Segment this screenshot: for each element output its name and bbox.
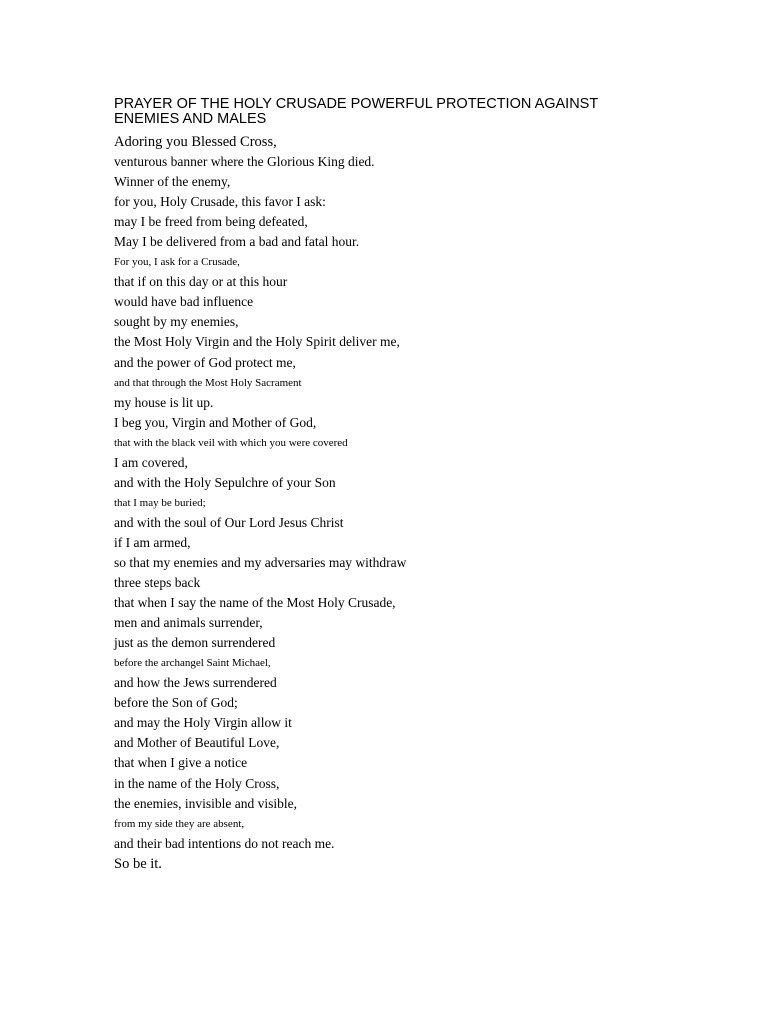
prayer-line: Winner of the enemy, — [114, 174, 231, 190]
prayer-line: I beg you, Virgin and Mother of God, — [114, 414, 317, 430]
prayer-line: and their bad intentions do not reach me. — [114, 835, 335, 851]
prayer-line: and Mother of Beautiful Love, — [114, 735, 280, 751]
document-title: PRAYER OF THE HOLY CRUSADE POWERFUL PROTECTION AGAINST ENEMIES AND MALES — [114, 96, 598, 127]
prayer-line: that when I give a notice — [114, 755, 248, 771]
prayer-line: in the name of the Holy Cross, — [114, 775, 280, 791]
prayer-line: the enemies, invisible and visible, — [114, 795, 297, 811]
prayer-text — [114, 132, 654, 874]
prayer-line: I am covered, — [114, 454, 188, 470]
prayer-line: for you, Holy Crusade, this favor I ask: — [114, 194, 326, 210]
prayer-line: that if on this day or at this hour — [114, 274, 288, 290]
prayer-line: if I am armed, — [114, 534, 191, 550]
prayer-line: just as the demon surrendered — [114, 635, 276, 651]
prayer-line: So be it. — [114, 855, 162, 872]
prayer-line: men and animals surrender, — [114, 615, 263, 631]
prayer-line: and the power of God protect me, — [114, 354, 296, 370]
prayer-line: three steps back — [114, 575, 201, 591]
prayer-line: would have bad influence — [114, 294, 254, 310]
prayer-line: that I may be buried; — [114, 496, 206, 509]
prayer-line: before the Son of God; — [114, 695, 238, 711]
prayer-line: and may the Holy Virgin allow it — [114, 715, 292, 731]
prayer-line: that when I say the name of the Most Holy Crusade, — [114, 595, 396, 611]
prayer-line: the Most Holy Virgin and the Holy Spirit deliver me, — [114, 334, 400, 350]
prayer-line: from my side they are absent, — [114, 817, 245, 830]
prayer-line: that with the black veil with which you were covered — [114, 436, 348, 449]
prayer-line: and how the Jews surrendered — [114, 675, 277, 691]
prayer-line: Adoring you Blessed Cross, — [114, 134, 277, 150]
prayer-line: sought by my enemies, — [114, 314, 239, 330]
prayer-line: so that my enemies and my adversaries may withdraw — [114, 554, 407, 570]
prayer-line: and with the soul of Our Lord Jesus Christ — [114, 514, 344, 530]
prayer-line: and that through the Most Holy Sacrament — [114, 376, 302, 389]
prayer-line: my house is lit up. — [114, 394, 214, 410]
prayer-line: For you, I ask for a Crusade, — [114, 256, 240, 269]
prayer-line: and with the Holy Sepulchre of your Son — [114, 474, 336, 490]
prayer-line: before the archangel Saint Michael, — [114, 657, 271, 670]
prayer-line: may I be freed from being defeated, — [114, 214, 308, 230]
prayer-line: venturous banner where the Glorious King died. — [114, 154, 375, 170]
prayer-line: May I be delivered from a bad and fatal hour. — [114, 234, 360, 250]
